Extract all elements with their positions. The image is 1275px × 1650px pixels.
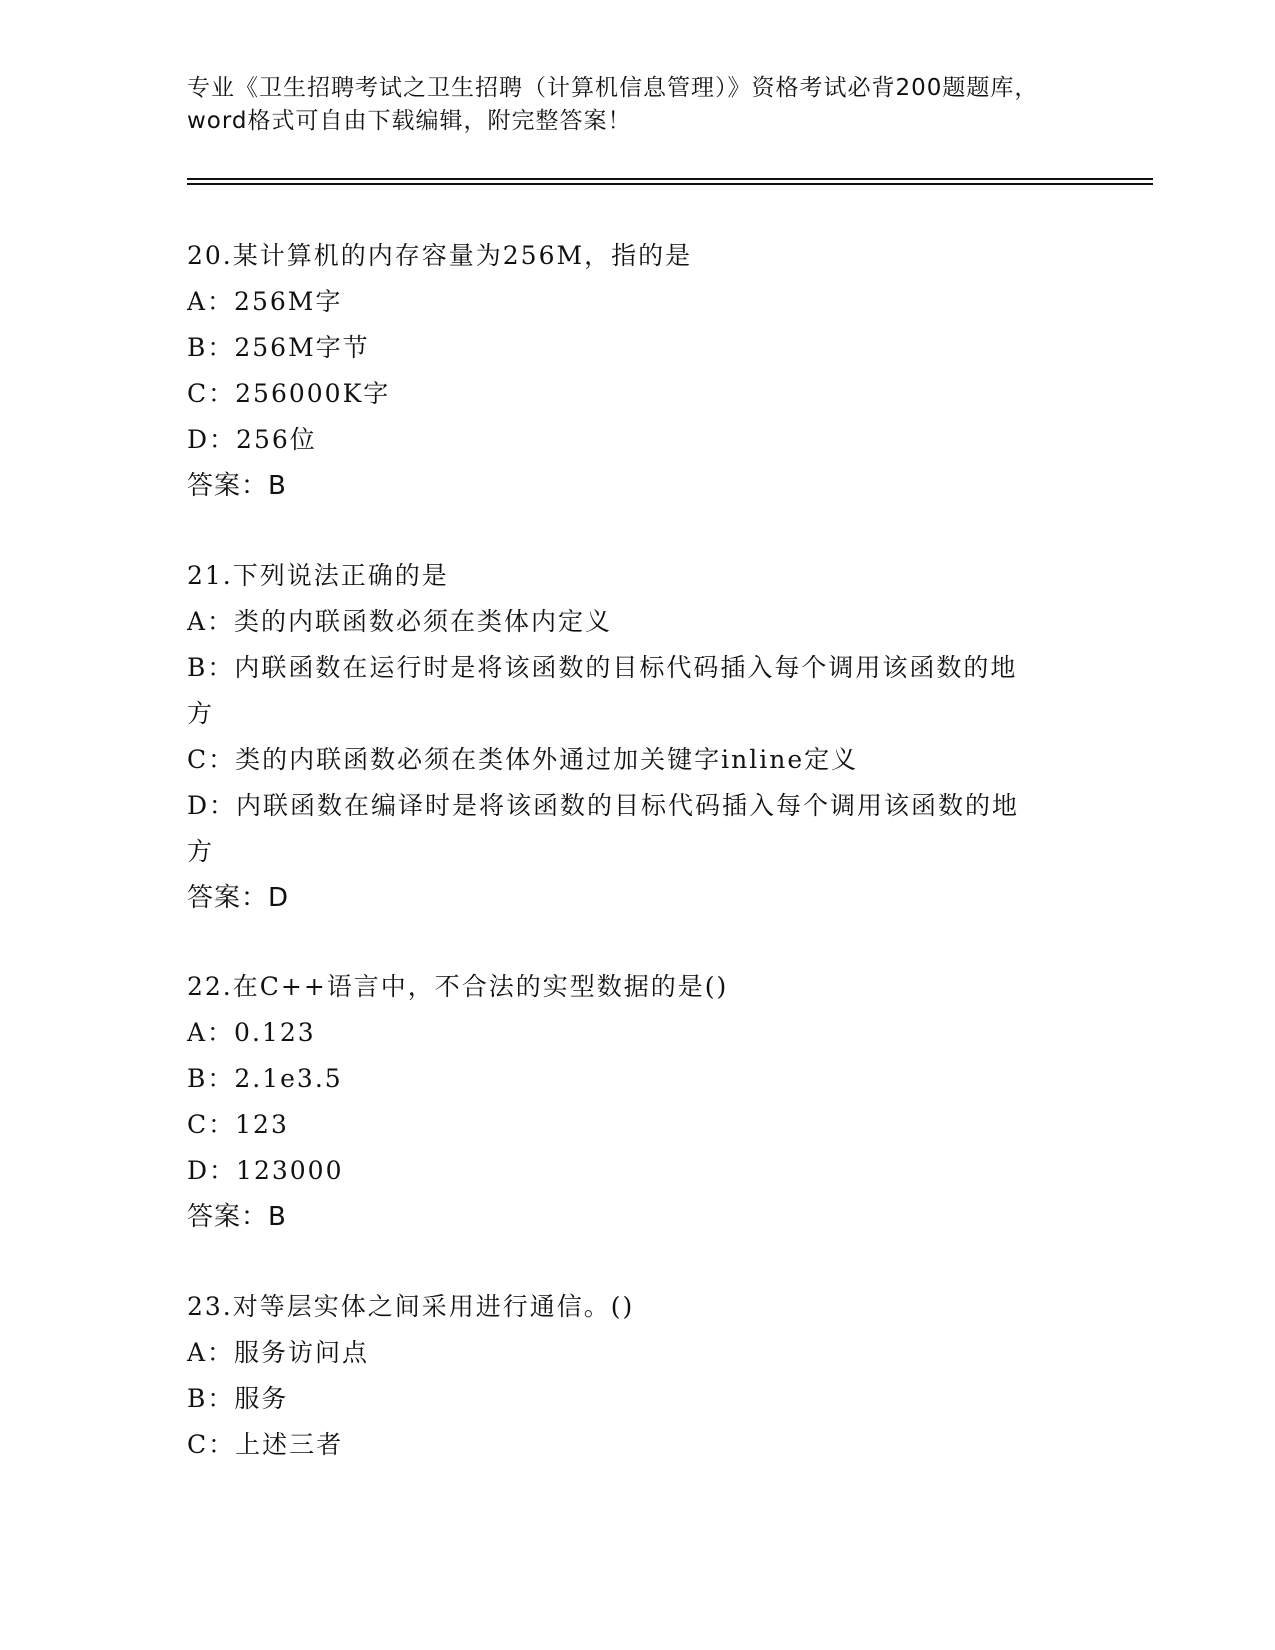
answer-line: 答案：B	[187, 471, 287, 501]
option-c: C：123	[187, 1110, 289, 1139]
answer-line: 答案：D	[187, 883, 290, 913]
question-block	[187, 553, 1087, 921]
header-line-2: word格式可自由下载编辑，附完整答案！	[187, 108, 632, 134]
question-block	[187, 1284, 1087, 1468]
header-divider-top	[187, 178, 1153, 180]
header-divider-bottom	[187, 183, 1153, 185]
answer-line: 答案：B	[187, 1202, 287, 1232]
question-block	[187, 233, 1087, 509]
option-d: D：内联函数在编译时是将该函数的目标代码插入每个调用该函数的地	[187, 791, 1020, 820]
option-d: D：256位	[187, 425, 317, 454]
document-header	[187, 72, 1087, 138]
option-b-continued: 方	[187, 699, 215, 728]
header-line-1: 专业《卫生招聘考试之卫生招聘（计算机信息管理）》资格考试必背200题题库，	[187, 75, 1039, 101]
option-b: B：内联函数在运行时是将该函数的目标代码插入每个调用该函数的地	[187, 653, 1018, 682]
option-d-continued: 方	[187, 837, 215, 866]
option-a: A：256M字	[187, 287, 343, 316]
question-stem: 22.在C++语言中，不合法的实型数据的是()	[187, 972, 729, 1001]
option-c: C：类的内联函数必须在类体外通过加关键字inline定义	[187, 745, 859, 774]
question-stem: 20.某计算机的内存容量为256M，指的是	[187, 241, 693, 270]
option-a: A：服务访问点	[187, 1338, 370, 1367]
option-a: A：类的内联函数必须在类体内定义	[187, 607, 613, 636]
option-d: D：123000	[187, 1156, 344, 1185]
option-a: A：0.123	[187, 1018, 316, 1047]
option-c: C：256000K字	[187, 379, 391, 408]
option-b: B：2.1e3.5	[187, 1064, 343, 1093]
option-c: C：上述三者	[187, 1430, 344, 1459]
question-stem: 23.对等层实体之间采用进行通信。()	[187, 1292, 635, 1321]
option-b: B：256M字节	[187, 333, 370, 362]
question-block	[187, 964, 1087, 1240]
question-stem: 21.下列说法正确的是	[187, 561, 449, 590]
option-b: B：服务	[187, 1384, 289, 1413]
